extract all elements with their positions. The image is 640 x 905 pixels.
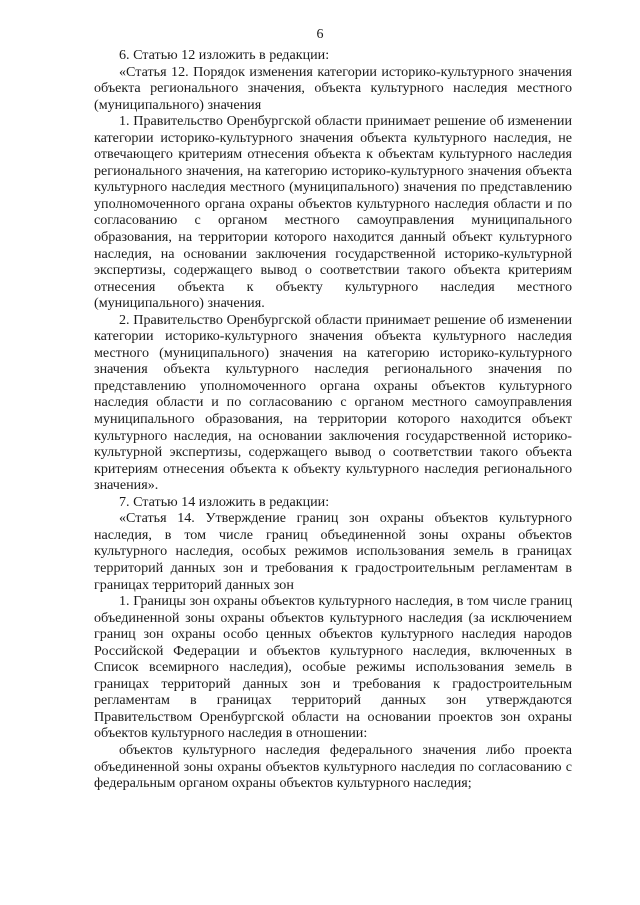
article-12-clause-2: 2. Правительство Оренбургской области принимает решение об изменении категории историко-культурного значения объекта культурного наследия местного (муниципального) значения на категорию историко-культурного значения объекта культурного наследия регионального значения по представлению уполномоченного органа охраны объектов культурного наследия области и по согласованию с органом местного самоуправления муниципального образования, на территории которого находится объект культурного наследия, на основании заключения государственной историко-культурной экспертизы, содержащего вывод о соответствии такого объекта критериям отнесения объекта к объекту культурного наследия регионального значения».: [94, 311, 572, 494]
article-12-heading: «Статья 12. Порядок изменения категории историко-культурного значения объекта регионального значения, объекта культурного наследия местного (муниципального) значения: [94, 63, 572, 113]
amendment-item-6: 6. Статью 12 изложить в редакции:: [119, 47, 330, 63]
page-number: 6: [316, 27, 324, 42]
article-14-heading: «Статья 14. Утверждение границ зон охраны объектов культурного наследия, в том числе границ объединенной зоны охраны объектов культурного наследия, особых режимов использования земель в границах территорий данных зон и требования к градостроительным регламентам в границах территорий данных зон: [94, 510, 572, 593]
article-12-clause-1: 1. Правительство Оренбургской области принимает решение об изменении категории историко-культурного значения объекта культурного наследия, не отвечающего критериям отнесения объекта к объектам культурного наследия регионального значения, на категорию историко-культурного значения объекта культурного наследия местного (муниципального) значения по представлению уполномоченного органа охраны объектов культурного наследия области и по согласованию с органом местного самоуправления муниципального образования, на территории которого находится данный объект культурного наследия, на основании заключения государственной историко-культурной экспертизы, содержащего вывод о соответствии такого объекта критериям отнесения объекта к объекту культурного наследия местного (муниципального) значения.: [94, 113, 572, 312]
article-14-clause-1: 1. Границы зон охраны объектов культурного наследия, в том числе границ объединенной зоны охраны объектов культурного наследия (за исключением границ зон охраны особо ценных объектов культурного наследия народов Российской Федерации и объектов культурного наследия, включенных в Список всемирного наследия), особые режимы использования земель в границах территорий данных зон и требования к градостроительным регламентам в границах территорий данных зон утверждаются Правительством Оренбургской области на основании проектов зон охраны объектов культурного наследия в отношении:: [94, 593, 572, 742]
document-body: [94, 47, 572, 792]
amendment-item-7: 7. Статью 14 изложить в редакции:: [119, 493, 330, 510]
article-14-subclause: объектов культурного наследия федерального значения либо проекта объединенной зоны охраны объектов культурного наследия по согласованию с федеральным органом охраны объектов культурного наследия;: [94, 741, 572, 792]
